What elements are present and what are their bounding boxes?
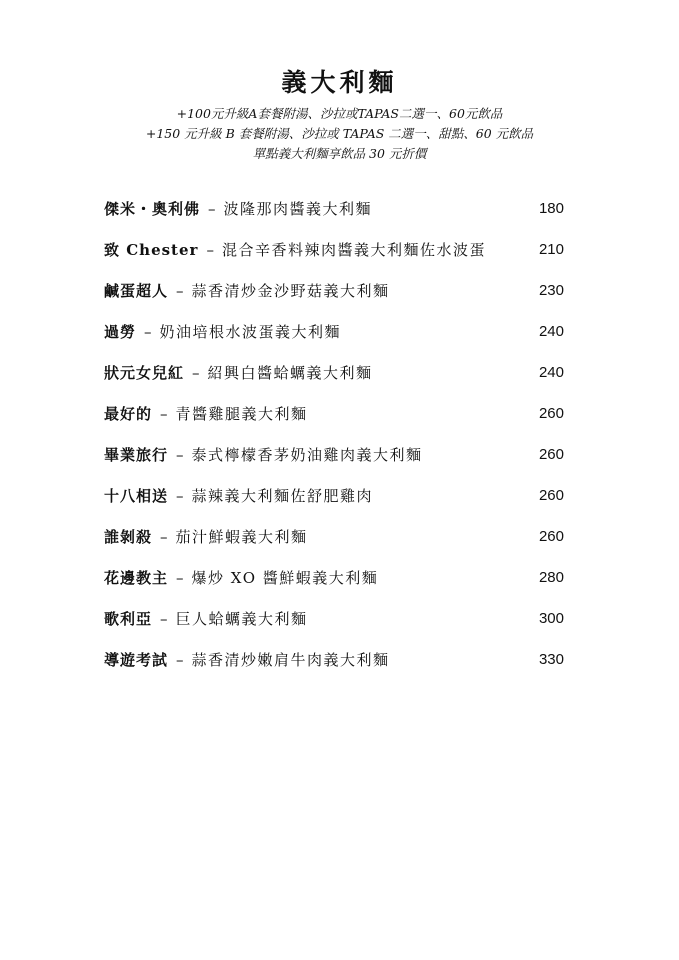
menu-item [104, 649, 574, 690]
item-name: 誰剝殺 [104, 528, 153, 546]
page-title: 義大利麵 [281, 68, 398, 97]
item-name: 最好的 [104, 405, 153, 423]
item-description: 蒜香清炒金沙野菇義大利麵 [191, 282, 390, 300]
item-name: 花邊教主 [104, 569, 169, 587]
item-price: 330 [538, 651, 564, 668]
item-price: 300 [538, 610, 564, 627]
item-separator: – [192, 364, 200, 382]
menu-item [104, 362, 574, 403]
item-separator: – [206, 241, 214, 259]
menu-item [104, 280, 574, 321]
item-price: 210 [538, 241, 564, 258]
item-description: 奶油培根水波蛋義大利麵 [159, 323, 342, 341]
item-price: 180 [538, 200, 564, 217]
item-description: 巨人蛤蠣義大利麵 [175, 610, 308, 628]
item-name: 導遊考試 [104, 651, 169, 669]
item-separator: – [176, 446, 184, 464]
set-b-upgrade-note: +150 元升級 B 套餐附湯、沙拉或 TAPAS 二選一、甜點、60 元飲品 [145, 126, 534, 141]
item-price: 240 [538, 323, 564, 340]
item-price: 260 [538, 405, 564, 422]
item-name: 致 Chester [104, 241, 199, 259]
item-description: 泰式檸檬香茅奶油雞肉義大利麵 [191, 446, 423, 464]
item-separator: – [160, 528, 168, 546]
item-separator: – [176, 487, 184, 505]
item-price: 260 [538, 528, 564, 545]
item-separator: – [208, 200, 216, 218]
menu-item [104, 239, 574, 280]
item-separator: – [176, 282, 184, 300]
item-separator: – [176, 651, 184, 669]
item-description: 蒜辣義大利麵佐舒肥雞肉 [191, 487, 374, 505]
menu-item [104, 526, 574, 567]
menu-item [104, 198, 574, 239]
item-separator: – [160, 405, 168, 423]
item-price: 260 [538, 446, 564, 463]
item-name: 鹹蛋超人 [104, 282, 169, 300]
menu-item [104, 444, 574, 485]
item-description: 蒜香清炒嫩肩牛肉義大利麵 [191, 651, 390, 669]
item-name: 傑米・奧利佛 [104, 200, 201, 218]
menu-item [104, 485, 574, 526]
item-description: 波隆那肉醬義大利麵 [223, 200, 373, 218]
item-name: 畢業旅行 [104, 446, 169, 464]
menu-item [104, 608, 574, 649]
item-description: 混合辛香料辣肉醬義大利麵佐水波蛋 [221, 241, 486, 259]
item-name: 歌利亞 [104, 610, 153, 628]
item-price: 260 [538, 487, 564, 504]
item-description: 紹興白醬蛤蠣義大利麵 [207, 364, 373, 382]
menu-item [104, 567, 574, 608]
item-description: 茄汁鮮蝦義大利麵 [175, 528, 308, 546]
menu-list [104, 198, 574, 690]
item-name: 過勞 [104, 323, 137, 341]
item-description: 爆炒 XO 醬鮮蝦義大利麵 [191, 569, 379, 587]
item-name: 十八相送 [104, 487, 169, 505]
menu-item [104, 321, 574, 362]
item-price: 240 [538, 364, 564, 381]
item-price: 280 [538, 569, 564, 586]
drink-discount-note: 單點義大利麵享飲品 30 元折價 [252, 146, 427, 161]
item-separator: – [176, 569, 184, 587]
item-separator: – [144, 323, 152, 341]
menu-item [104, 403, 574, 444]
set-a-upgrade-note: +100元升級A套餐附湯、沙拉或TAPAS二選一、60元飲品 [176, 106, 503, 121]
menu-header [0, 68, 679, 164]
item-name: 狀元女兒紅 [104, 364, 185, 382]
item-price: 230 [538, 282, 564, 299]
item-description: 青醬雞腿義大利麵 [175, 405, 308, 423]
item-separator: – [160, 610, 168, 628]
